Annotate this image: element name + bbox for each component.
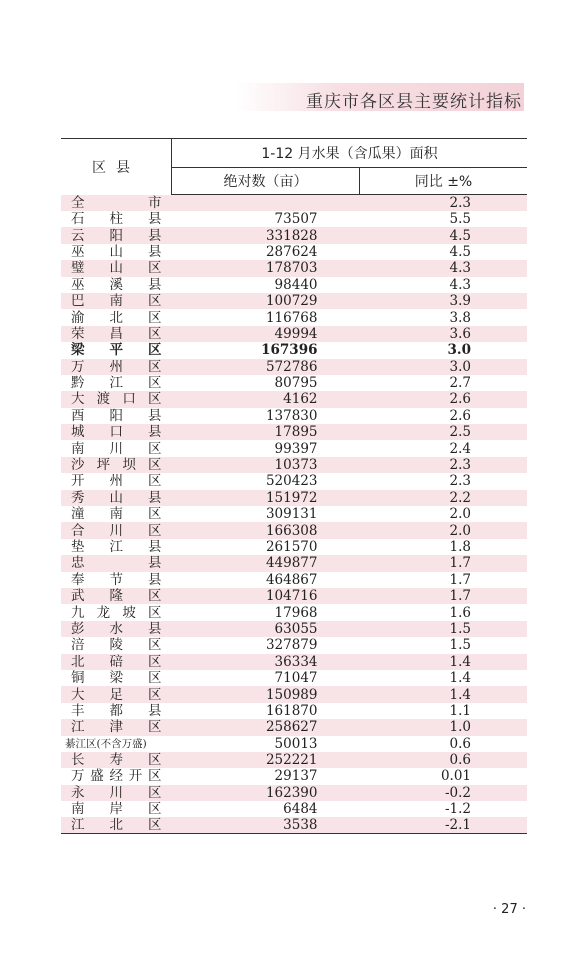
absolute-value-cell: 162390	[172, 785, 360, 801]
table-row	[61, 621, 527, 637]
yoy-change-cell: 5.5	[449, 211, 471, 228]
district-name-cell: 江北区	[61, 817, 172, 834]
district-name-cell: 梁平区	[71, 342, 162, 359]
absolute-value-cell: 99397	[274, 440, 318, 457]
absolute-value-cell: 464867	[265, 571, 318, 588]
yoy-change-cell: 1.8	[449, 539, 471, 555]
yoy-change-cell: 2.7	[449, 375, 471, 392]
table-row	[61, 440, 527, 456]
absolute-value-cell: 73507	[274, 211, 318, 228]
district-column-header: 区县	[61, 139, 172, 195]
table-row	[61, 506, 527, 522]
absolute-value-cell: 100729	[172, 293, 360, 309]
yoy-change-cell: 3.6	[360, 326, 528, 342]
district-name-cell: 璧山区	[61, 260, 172, 276]
absolute-value-cell: 151972	[172, 490, 360, 506]
yoy-change-cell: 3.9	[360, 293, 528, 309]
district-name-cell: 大足区	[61, 686, 172, 702]
yoy-change-cell: 2.0	[360, 522, 528, 538]
table-row	[61, 457, 527, 473]
yoy-change-cell: 1.0	[360, 719, 528, 735]
absolute-value-cell: 261570	[265, 539, 318, 555]
absolute-value-cell: 449877	[172, 555, 360, 571]
absolute-value-cell: 4162	[172, 391, 360, 407]
district-name-cell: 江津区	[61, 719, 172, 735]
absolute-value-cell: 327879	[265, 637, 318, 654]
yoy-change-cell: 2.6	[449, 407, 471, 424]
table-row	[61, 260, 527, 276]
absolute-value-cell: 161870	[265, 702, 318, 719]
district-name-cell: 渝北区	[71, 309, 162, 326]
absolute-value-cell: 252221	[172, 752, 360, 768]
district-name-cell: 全市	[61, 195, 172, 212]
yoy-change-cell: 1.7	[360, 555, 528, 571]
table-body	[61, 195, 527, 834]
absolute-value-cell: 572786	[172, 359, 360, 375]
table-row	[61, 522, 527, 538]
yoy-change-cell: 3.0	[360, 359, 528, 375]
yoy-change-cell: 1.1	[449, 702, 471, 719]
absolute-column-header: 绝对数（亩）	[172, 168, 360, 195]
absolute-value-cell: 178703	[172, 260, 360, 276]
yoy-change-cell: 2.4	[449, 440, 471, 457]
yoy-change-cell: -2.1	[360, 817, 528, 834]
district-name-cell: 长寿区	[61, 752, 172, 768]
yoy-change-cell: 2.3	[449, 473, 471, 490]
table-row	[61, 309, 527, 325]
district-name-cell: 彭水县	[61, 621, 172, 637]
table-row	[61, 195, 527, 212]
table-row	[61, 817, 527, 834]
yoy-change-cell: 0.6	[449, 735, 471, 752]
district-name-cell: 巫山县	[71, 243, 162, 260]
district-name-cell: 酉阳县	[71, 407, 162, 424]
absolute-value-cell: 166308	[172, 522, 360, 538]
yoy-change-cell: 2.6	[360, 391, 528, 407]
district-name-cell: 忠县	[61, 555, 172, 571]
yoy-change-cell: 3.8	[449, 309, 471, 326]
district-name-cell: 大渡口区	[61, 391, 172, 407]
table-row	[61, 670, 527, 686]
district-name-cell: 云阳县	[61, 227, 172, 243]
absolute-value-cell: 17968	[274, 604, 318, 621]
yoy-change-cell: -1.2	[444, 801, 471, 818]
yoy-change-cell: 2.3	[360, 457, 528, 473]
district-name-cell: 开州区	[71, 473, 162, 490]
page-header-title: 重庆市各区县主要统计指标	[306, 92, 522, 112]
yoy-change-cell: 3.0	[447, 342, 471, 359]
table-row	[61, 293, 527, 309]
district-name-cell: 荣昌区	[61, 326, 172, 342]
yoy-change-cell: 1.4	[360, 654, 528, 670]
absolute-value-cell: 287624	[265, 243, 318, 260]
yoy-change-cell: 2.2	[360, 490, 528, 506]
district-name-cell: 铜梁区	[71, 670, 162, 687]
table-row	[61, 719, 527, 735]
district-name-cell: 城口县	[61, 424, 172, 440]
absolute-value-cell: 137830	[265, 407, 318, 424]
absolute-value-cell: 520423	[265, 473, 318, 490]
table-row	[61, 588, 527, 604]
yoy-change-cell: 4.5	[449, 243, 471, 260]
yoy-change-cell: 0.01	[440, 768, 471, 785]
district-name-cell: 巫溪县	[71, 276, 162, 293]
absolute-value-cell: 104716	[172, 588, 360, 604]
absolute-value-cell: 17895	[172, 424, 360, 440]
table-row	[61, 359, 527, 375]
table-row	[61, 490, 527, 506]
statistics-table	[61, 138, 527, 834]
fruit-area-group-header: 1-12 月水果（含瓜果）面积	[172, 139, 528, 168]
table-row	[61, 785, 527, 801]
district-name-cell: 潼南区	[71, 506, 162, 523]
table-row	[61, 539, 527, 555]
district-name-cell: 北碚区	[61, 654, 172, 670]
yoy-change-cell: -0.2	[360, 785, 528, 801]
district-name-cell: 奉节县	[71, 571, 162, 588]
district-name-cell: 南川区	[71, 440, 162, 457]
district-name-cell: 石柱县	[71, 211, 162, 228]
table-row	[61, 703, 527, 719]
table-row	[61, 555, 527, 571]
table-row	[61, 408, 527, 424]
table-row	[61, 424, 527, 440]
table-row	[61, 654, 527, 670]
absolute-value-cell: 36334	[172, 654, 360, 670]
yoy-change-cell: 1.5	[360, 621, 528, 637]
absolute-value-cell: 29137	[274, 768, 318, 785]
table-row	[61, 768, 527, 784]
yoy-change-cell: 2.0	[449, 506, 471, 523]
table-row	[61, 604, 527, 620]
district-name-cell: 万州区	[61, 359, 172, 375]
district-name-cell: 永川区	[61, 785, 172, 801]
absolute-value-cell: 50013	[274, 735, 318, 752]
table-row	[61, 244, 527, 260]
absolute-value-cell	[172, 195, 360, 212]
absolute-value-cell: 71047	[274, 670, 318, 687]
yoy-change-cell: 1.4	[449, 670, 471, 687]
district-name-cell: 綦江区(不含万盛)	[65, 737, 147, 750]
absolute-value-cell: 258627	[172, 719, 360, 735]
yoy-change-cell: 2.3	[360, 195, 528, 212]
district-name-cell: 黔江区	[71, 375, 162, 392]
table-row	[61, 473, 527, 489]
district-name-cell: 垫江县	[71, 539, 162, 555]
table-row	[61, 326, 527, 342]
district-name-cell: 南岸区	[71, 801, 162, 818]
table-row	[61, 686, 527, 702]
table-row	[61, 391, 527, 407]
table-row	[61, 375, 527, 391]
yoy-change-cell: 1.7	[449, 571, 471, 588]
yoy-change-cell: 1.7	[360, 588, 528, 604]
absolute-value-cell: 6484	[283, 801, 318, 818]
district-name-cell: 秀山县	[61, 490, 172, 506]
yoy-change-cell: 1.5	[449, 637, 471, 654]
yoy-change-cell: 4.3	[449, 276, 471, 293]
district-name-cell: 万盛经开区	[71, 768, 162, 785]
table-row	[61, 572, 527, 588]
table-row	[61, 211, 527, 227]
yoy-change-cell: 2.5	[360, 424, 528, 440]
absolute-value-cell: 331828	[172, 227, 360, 243]
table-row	[61, 752, 527, 768]
absolute-value-cell: 63055	[172, 621, 360, 637]
yoy-change-cell: 4.5	[360, 227, 528, 243]
yoy-column-header: 同比 ±%	[360, 168, 528, 195]
absolute-value-cell: 80795	[274, 375, 318, 392]
absolute-value-cell: 309131	[265, 506, 318, 523]
table-row	[61, 227, 527, 243]
table-row	[61, 342, 527, 358]
district-name-cell: 丰都县	[71, 702, 162, 719]
district-name-cell: 巴南区	[61, 293, 172, 309]
table-row	[61, 637, 527, 653]
table-row	[61, 277, 527, 293]
yoy-change-cell: 4.3	[360, 260, 528, 276]
yoy-change-cell: 1.6	[449, 604, 471, 621]
absolute-value-cell: 167396	[261, 342, 318, 359]
absolute-value-cell: 10373	[172, 457, 360, 473]
district-name-cell: 沙坪坝区	[61, 457, 172, 473]
district-name-cell: 武隆区	[61, 588, 172, 604]
absolute-value-cell: 116768	[265, 309, 318, 326]
table-row	[61, 736, 527, 752]
page-number: · 27 ·	[492, 902, 526, 917]
absolute-value-cell: 150989	[172, 686, 360, 702]
absolute-value-cell: 98440	[274, 276, 318, 293]
district-name-cell: 九龙坡区	[71, 604, 162, 621]
yoy-change-cell: 0.6	[360, 752, 528, 768]
absolute-value-cell: 49994	[172, 326, 360, 342]
absolute-value-cell: 3538	[172, 817, 360, 834]
yoy-change-cell: 1.4	[360, 686, 528, 702]
district-name-cell: 合川区	[61, 522, 172, 538]
table-row	[61, 801, 527, 817]
district-name-cell: 涪陵区	[71, 637, 162, 654]
